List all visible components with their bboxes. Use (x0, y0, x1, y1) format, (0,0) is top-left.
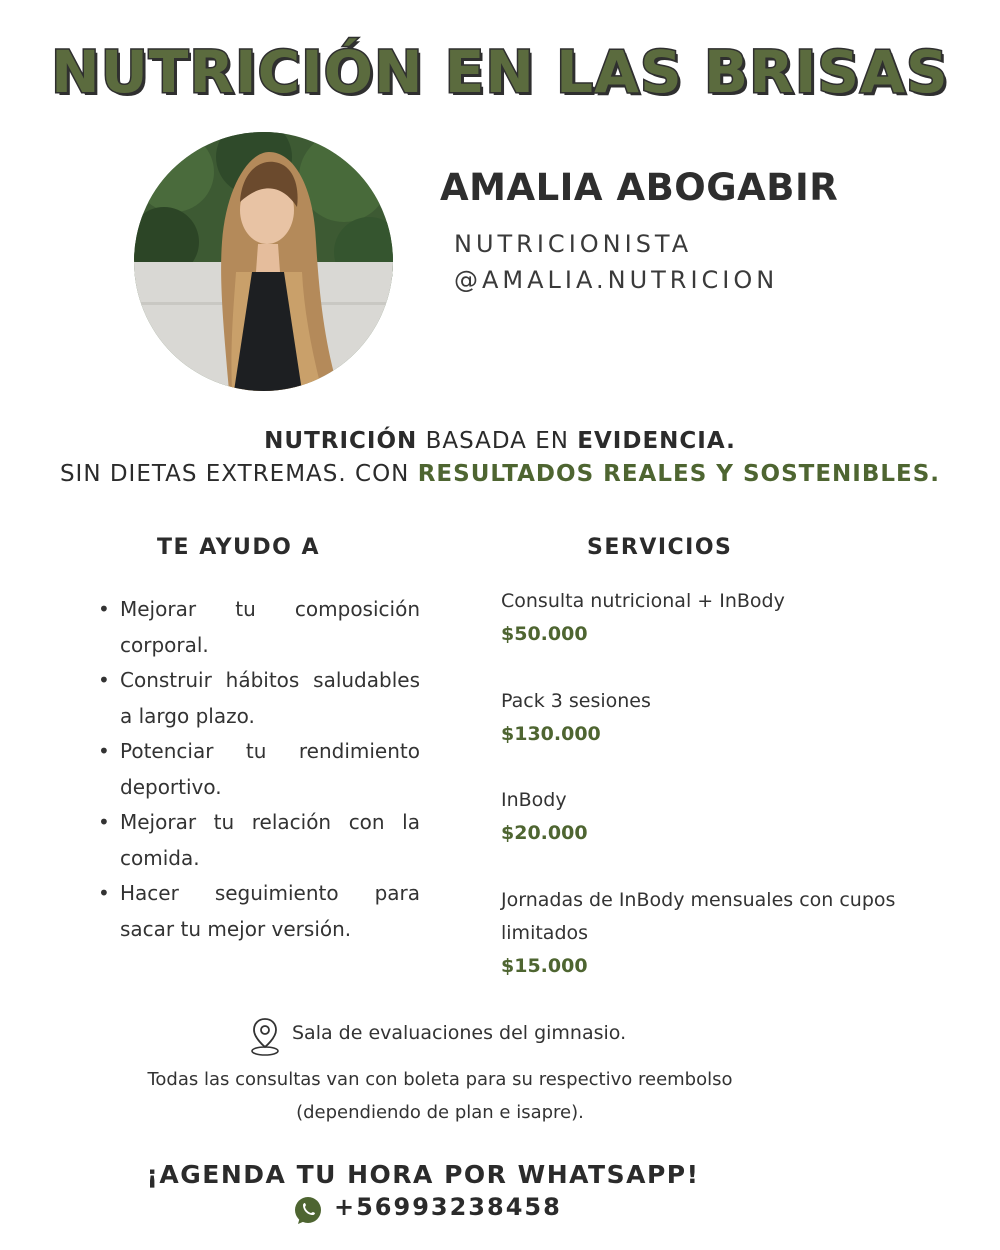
tagline-line-1 (0, 428, 1000, 454)
location-pin-icon (248, 1016, 282, 1058)
service-item (501, 884, 931, 983)
service-name: InBody (501, 789, 567, 811)
help-heading: TE AYUDO A (157, 535, 321, 560)
service-name: Consulta nutricional + InBody (501, 590, 785, 612)
page-title: NUTRICIÓN EN LAS BRISAS (51, 38, 949, 106)
list-item: • Construir hábitos saludables a largo plazo. (96, 663, 420, 734)
tagline-bold-2: EVIDENCIA. (577, 428, 736, 454)
service-item (501, 585, 931, 651)
profile-photo (134, 132, 393, 391)
whatsapp-icon[interactable] (292, 1195, 324, 1227)
list-item: • Mejorar tu relación con la comida. (96, 805, 420, 876)
reimbursement-note-line-2: (dependiendo de plan e isapre). (296, 1102, 584, 1123)
services-heading: SERVICIOS (587, 535, 733, 560)
tagline-highlight: RESULTADOS REALES Y SOSTENIBLES. (417, 461, 941, 487)
phone-number[interactable]: +56993238458 (334, 1193, 562, 1221)
service-item (501, 685, 931, 751)
list-item: • Mejorar tu composición corporal. (96, 592, 420, 663)
service-name: Jornadas de InBody mensuales con cupos limitados (501, 889, 896, 944)
list-item: • Potenciar tu rendimiento deportivo. (96, 734, 420, 805)
location-text: Sala de evaluaciones del gimnasio. (292, 1022, 627, 1044)
service-price: $20.000 (501, 822, 588, 844)
profile-handle: @AMALIA.NUTRICION (454, 266, 779, 294)
tagline-plain: SIN DIETAS EXTREMAS. CON (59, 461, 418, 487)
list-item: • Hacer seguimiento para sacar tu mejor versión. (96, 876, 420, 947)
profile-role: NUTRICIONISTA (454, 230, 693, 258)
tagline-bold-1: NUTRICIÓN (264, 428, 418, 454)
service-item (501, 784, 931, 850)
whatsapp-cta: ¡AGENDA TU HORA POR WHATSAPP! (146, 1160, 700, 1189)
service-price: $50.000 (501, 623, 588, 645)
service-name: Pack 3 sesiones (501, 690, 651, 712)
help-list (96, 592, 420, 947)
service-price: $130.000 (501, 723, 601, 745)
profile-name: AMALIA ABOGABIR (440, 166, 839, 209)
tagline-line-2 (0, 461, 1000, 487)
service-price: $15.000 (501, 955, 588, 977)
reimbursement-note-line-1: Todas las consultas van con boleta para su respectivo reembolso (147, 1069, 733, 1090)
tagline-mid: BASADA EN (417, 428, 578, 454)
